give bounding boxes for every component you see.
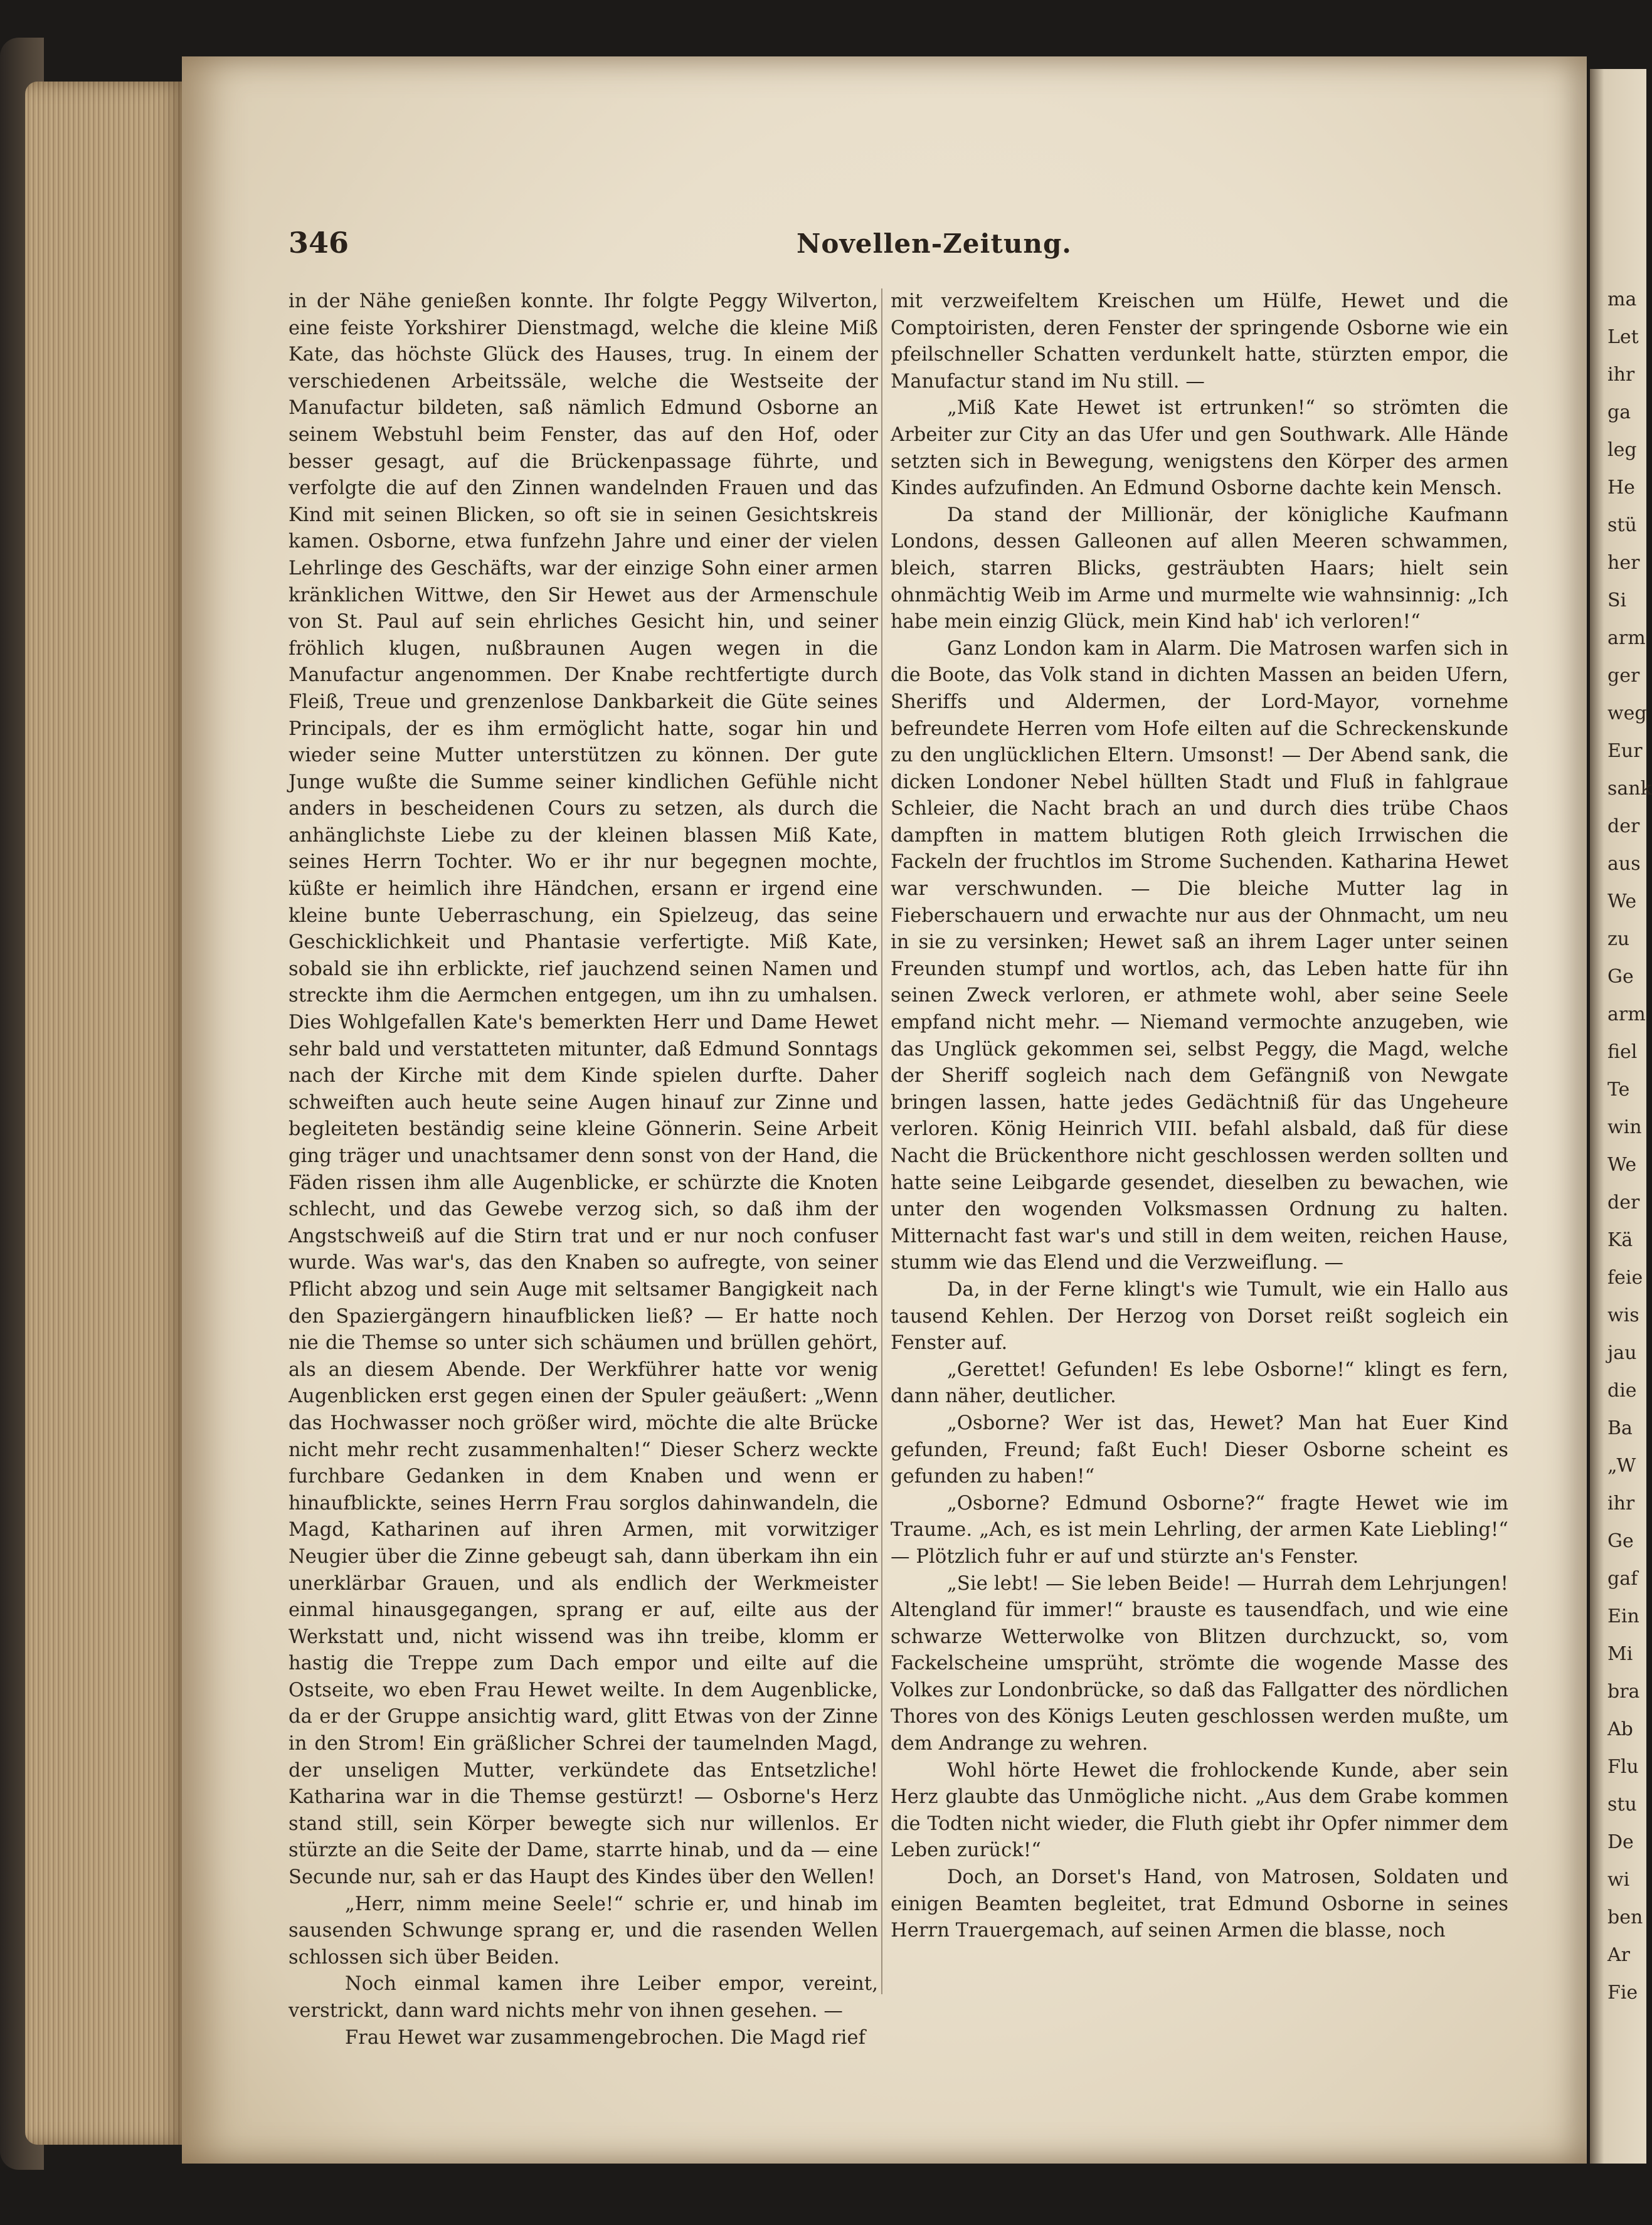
facing-page-fragment: Ge — [1607, 966, 1634, 988]
column-divider — [881, 288, 882, 1994]
facing-page-fragment: We — [1607, 891, 1637, 912]
text-column-right — [891, 288, 1508, 1945]
facing-page-fragment: He — [1607, 477, 1635, 499]
paragraph: „Osborne? Edmund Osborne?“ fragte Hewet wie im Traume. „Ach, es ist mein Lehrling, der armen Kate Liebling!“ — Plötzlich fuhr er auf und stürzte an's Fenster. — [891, 1492, 1508, 1568]
facing-page-fragment: De — [1607, 1831, 1634, 1853]
facing-page-fragment: sank — [1607, 778, 1652, 800]
paragraph: „Sie lebt! — Sie leben Beide! — Hurrah dem Lehrjungen! Altengland für immer!“ brauste es tausendfach, und wie eine schwarze Wetterwolke von Blitzen durchzuckt, so, vom Fackelscheine umsprüht, strömte die wogende Masse des Volkes zur Londonbrücke, so daß das Fallgatter des nördlichen Thores von des Königs Leuten geschlossen werden mußte, um dem Andrange zu wehren. — [891, 1572, 1508, 1755]
facing-page-fragment: ben — [1607, 1906, 1643, 1928]
facing-page-fragment: Ar — [1607, 1944, 1631, 1966]
facing-page-fragment: Ba — [1607, 1417, 1633, 1439]
paragraph: „Gerettet! Gefunden! Es lebe Osborne!“ klingt es fern, dann näher, deutlicher. — [891, 1358, 1508, 1408]
facing-page-fragment: der — [1607, 1192, 1640, 1213]
facing-page-fragment: arm — [1607, 1003, 1646, 1025]
facing-page-fragment: weg — [1607, 702, 1647, 724]
facing-page-fragment: leg — [1607, 439, 1637, 461]
facing-page-fragment: Te — [1607, 1079, 1630, 1101]
facing-page-fragment: der — [1607, 815, 1640, 837]
paragraph: „Miß Kate Hewet ist ertrunken!“ so strömten die Arbeiter zur City an das Ufer und gen Southwark. Alle Hände setzten sich in Bewegung, wenigstens den Körper des armen Kindes aufzufinden. An Edmund Osborne dachte kein Mensch. — [891, 397, 1508, 500]
facing-page-fragment: gaf — [1607, 1568, 1638, 1590]
facing-page-fragment: ma — [1607, 288, 1637, 310]
facing-page-fragment: Fie — [1607, 1982, 1638, 2004]
facing-page-fragment: Let — [1607, 326, 1639, 348]
page-header — [289, 226, 1072, 263]
facing-page-fragment: Kä — [1607, 1229, 1633, 1251]
facing-page-fragment: Ge — [1607, 1530, 1634, 1552]
paragraph: „Herr, nimm meine Seele!“ schrie er, und hinab im sausenden Schwunge sprang er, und die rasenden Wellen schlossen sich über Beiden. — [289, 1893, 878, 1969]
paragraph: Wohl hörte Hewet die frohlockende Kunde, aber sein Herz glaubte das Unmögliche nicht. „Aus dem Grabe kommen die Todten nicht wieder, die Fluth giebt ihr Opfer nimmer dem Leben zurück!“ — [891, 1759, 1508, 1862]
facing-page-fragment: aus — [1607, 853, 1641, 875]
paragraph: Noch einmal kamen ihre Leiber empor, vereint, verstrickt, dann ward nichts mehr von ihnen gesehen. — — [289, 1973, 878, 2022]
text-column-left — [289, 288, 878, 2051]
facing-page-fragment: wi — [1607, 1869, 1630, 1891]
paragraph: Da, in der Ferne klingt's wie Tumult, wie ein Hallo aus tausend Kehlen. Der Herzog von Dorset reißt sogleich ein Fenster auf. — [891, 1278, 1508, 1355]
facing-page-fragment: win — [1607, 1116, 1642, 1138]
paragraph: „Osborne? Wer ist das, Hewet? Man hat Euer Kind gefunden, Freund; faßt Euch! Dieser Osborne scheint es gefunden zu haben!“ — [891, 1412, 1508, 1488]
facing-page-fragment: ihr — [1607, 364, 1635, 386]
facing-page-fragment: ihr — [1607, 1493, 1635, 1514]
paragraph: Doch, an Dorset's Hand, von Matrosen, Soldaten und einigen Beamten begleitet, trat Edmund Osborne in seines Herrn Trauergemach, auf seinen Armen die blasse, noch — [891, 1866, 1508, 1942]
paragraph: Frau Hewet war zusammengebrochen. Die Magd rief — [345, 2026, 866, 2049]
facing-page-fragment: Si — [1607, 589, 1627, 611]
paragraph: mit verzweifeltem Kreischen um Hülfe, Hewet und die Comptoiristen, deren Fenster der springende Osborne wie ein pfeilschneller Schatten verdunkelt hatte, stürzten empor, die Manufactur stand im Nu still. — — [891, 290, 1508, 393]
paragraph: Ganz London kam in Alarm. Die Matrosen warfen sich in die Boote, das Volk stand in dichten Massen an beiden Ufern, Sheriffs und Aldermen, der Lord-Mayor, vornehme befreundete Herren vom Hofe eilten auf die Schreckenskunde zu den unglücklichen Eltern. Umsonst! — Der Abend sank, die dicken Londoner Nebel hüllten Stadt und Fluß in fahlgraue Schleier, die Nacht brach an und durch dies trübe Chaos dampften in mattem blutigen Roth gleich Irrwischen die Fackeln der fruchtlos im Strome Suchenden. Katharina Hewet war verschwunden. — Die bleiche Mutter lag in Fieberschauern und erwachte nur aus der Ohnmacht, um neu in sie zu versinken; Hewet saß an ihrem Lager unter seinen Freunden stumpf und wortlos, ach, das Leben hatte für ihn seinen Zweck verloren, er athmete wohl, aber seine Seele empfand nicht mehr. — Niemand vermochte anzugeben, wie das Unglück gekommen sei, selbst Peggy, die Magd, welche der Sheriff sogleich nach dem Gefängniß von Newgate bringen lassen, hatte jedes Gedächtniß für das Ungeheure verloren. König Heinrich VIII. befahl alsbald, daß für diese Nacht die Brückenthore nicht geschlossen werden sollten und hatte seine Leibgarde gesendet, dieselben zu bewachen, wie unter den wogenden Volksmassen Ordnung zu halten. Mitternacht fast war's und still in dem weiten, reichen Hause, stumm wie das Elend und die Verzweiflung. — — [891, 637, 1508, 1274]
facing-page-fragment: Ein — [1607, 1605, 1639, 1627]
page-number: 346 — [289, 226, 349, 260]
facing-page-fragment: We — [1607, 1154, 1637, 1176]
facing-page-fragment: stü — [1607, 514, 1637, 536]
facing-page-fragment: bra — [1607, 1681, 1640, 1703]
paragraph: in der Nähe genießen konnte. Ihr folgte Peggy Wilverton, eine feiste Yorkshirer Dienstmagd, welche die kleine Miß Kate, das höchste Glück des Hauses, trug. In einem der verschiedenen Arbeitssäle, welche die Westseite der Manufactur bildeten, saß nämlich Edmund Osborne an seinem Webstuhl beim Fenster, das auf den Hof, oder besser gesagt, auf die Brückenpassage führte, und verfolgte die auf den Zinnen wandelnden Frauen und das Kind mit seinen Blicken, so oft sie in seinen Gesichtskreis kamen. Osborne, etwa funfzehn Jahre und einer der vielen Lehrlinge des Geschäfts, war der einzige Sohn einer armen kränklichen Wittwe, den Sir Hewet aus der Armenschule von St. Paul auf sein ehrliches Gesicht hin, und seiner fröhlich klugen, nußbraunen Augen wegen in die Manufactur angenommen. Der Knabe rechtfertigte durch Fleiß, Treue und grenzenlose Dankbarkeit die Güte seines Principals, der es ihm ermöglicht hatte, sogar hin und wieder seine Mutter unterstützen zu können. Der gute Junge wußte die Summe seiner kindlichen Gefühle nicht anders in bescheidenen Cours zu setzen, als durch die anhänglichste Liebe zu der kleinen blassen Miß Kate, seines Herrn Tochter. Wo er ihr nur begegnen mochte, küßte er heimlich ihre Händchen, ersann er irgend eine kleine bunte Ueberraschung, ein Spielzeug, das seine Geschicklichkeit und Phantasie verfertigte. Miß Kate, sobald sie ihn erblickte, rief jauchzend seinen Namen und streckte ihm die Aermchen entgegen, um ihn zu umhalsen. Dies Wohlgefallen Kate's bemerkten Herr und Dame Hewet sehr bald und verstatteten mitunter, daß Edmund Sonntags nach der Kirche mit dem Kinde spielen durfte. Daher schweiften auch heute seine Augen hinauf zur Zinne und begleiteten beständig seine kleine Gönnerin. Seine Arbeit ging träger und unachtsamer denn sonst von der Hand, die Fäden rissen ihm alle Augenblicke, er schürzte die Knoten schlecht, und das Gewebe verzog sich, so daß ihm der Angstschweiß auf die Stirn trat und er nur noch confuser wurde. Was war's, das den Knaben so aufregte, von seiner Pflicht abzog und sein Auge mit seltsamer Bangigkeit nach den Spaziergängern hinaufblicken ließ? — Er hatte noch nie die Themse so unter sich schäumen und brüllen gehört, als an diesem Abende. Der Werkführer hatte vor wenig Augenblicken erst gegen einen der Spuler geäußert: „Wenn das Hochwasser noch größer wird, möchte die alte Brücke nicht mehr recht zusammenhalten!“ Dieser Scherz weckte furchbare Gedanken in dem Knaben und wenn er hinaufblickte, seines Herrn Frau sorglos dahinwandeln, die Magd, Katharinen auf ihren Armen, mit vorwitziger Neugier über die Zinne gebeugt sah, dann überkam ihn ein unerklärbar Grauen, und als endlich der Werkmeister einmal hinausgegangen, sprang er auf, eilte aus der Werkstatt und, nicht wissend was ihn treibe, klomm er hastig die Treppe zum Dach empor und eilte auf die Ostseite, wo eben Frau Hewet weilte. In dem Augenblicke, da er der Gruppe ansichtig ward, glitt Etwas von der Zinne in den Strom! Ein gräßlicher Schrei der taumelnden Magd, der unseligen Mutter, verkündete das Entsetzliche! Katharina war in die Themse gestürzt! — Osborne's Herz stand still, sein Körper bewegte sich nur willenlos. Er stürzte an die Seite der Dame, starrte hinab, und da — eine Secunde nur, sah er das Haupt des Kindes über den Wellen! — [289, 290, 878, 1889]
facing-page-fragment: wis — [1607, 1304, 1639, 1326]
facing-page-fragment: die — [1607, 1380, 1637, 1402]
facing-page-fragment: Flu — [1607, 1756, 1639, 1778]
facing-page-fragment: feie — [1607, 1267, 1643, 1289]
facing-page-fragment: zu — [1607, 928, 1630, 950]
page-title: Novellen-Zeitung. — [797, 228, 1072, 259]
facing-page-fragment: fiel — [1607, 1041, 1638, 1063]
facing-page-fragment: Ab — [1607, 1718, 1633, 1740]
facing-page-fragment: her — [1607, 552, 1640, 574]
facing-page-fragment: ger — [1607, 665, 1640, 687]
facing-page-fragment: Mi — [1607, 1643, 1633, 1665]
page-edges — [25, 82, 188, 2145]
facing-page-edge — [1590, 69, 1652, 2164]
facing-page-fragment: arm — [1607, 627, 1646, 649]
facing-page-fragment: Eur — [1607, 740, 1643, 762]
paragraph: Da stand der Millionär, der königliche Kaufmann Londons, dessen Galleonen auf allen Meeren schwammen, bleich, starren Blicks, gesträubten Haars; hielt sein ohnmächtig Weib im Arme und murmelte wie wahnsinnig: „Ich habe mein einzig Glück, mein Kind hab' ich verloren!“ — [891, 504, 1508, 633]
facing-page-fragment: „W — [1607, 1455, 1636, 1477]
facing-page-fragment: jau — [1607, 1342, 1637, 1364]
facing-page-fragment: stu — [1607, 1794, 1637, 1815]
facing-page-fragment: ga — [1607, 401, 1631, 423]
